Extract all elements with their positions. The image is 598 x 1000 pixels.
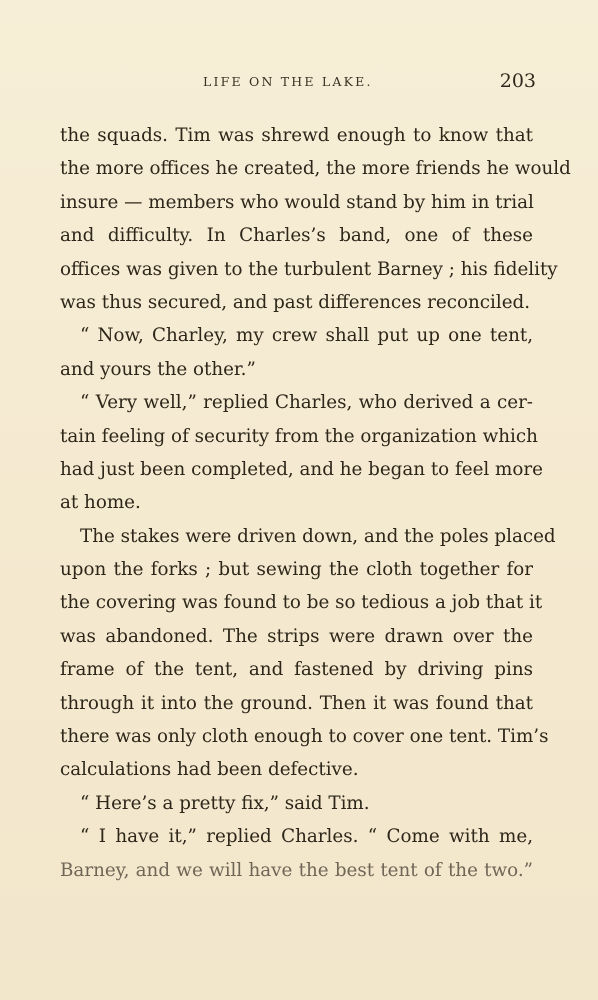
page-body (60, 119, 571, 887)
text-line: insure — members who would stand by him in trial (60, 191, 534, 213)
text-line: “ Very well,” replied Charles, who derived a cer- (80, 392, 533, 414)
text-line: the covering was found to be so tedious a job that it (60, 592, 543, 614)
text-line: there was only cloth enough to cover one tent. Tim’s (60, 726, 549, 748)
text-line: was abandoned. The strips were drawn over the (60, 625, 533, 647)
text-line: “ Here’s a pretty fix,” said Tim. (80, 792, 370, 814)
text-line: and yours the other.” (60, 358, 256, 380)
text-line: “ Now, Charley, my crew shall put up one tent, (80, 325, 533, 347)
text-line: frame of the tent, and fastened by driving pins (60, 659, 533, 681)
text-line: upon the forks ; but sewing the cloth together for (60, 559, 533, 581)
running-head: LIFE ON THE LAKE. (203, 74, 373, 89)
text-line: offices was given to the turbulent Barney ; his fidelity (60, 258, 558, 280)
page-header (0, 70, 598, 98)
text-line: Barney, and we will have the best tent of the two.” (60, 859, 533, 881)
text-line: the more offices he created, the more friends he would (60, 158, 571, 180)
text-line: tain feeling of security from the organization which (60, 425, 538, 447)
text-line: calculations had been defective. (60, 759, 359, 781)
text-line: “ I have it,” replied Charles. “ Come with me, (80, 826, 533, 848)
text-line: was thus secured, and past differences reconciled. (60, 291, 531, 313)
text-line: through it into the ground. Then it was found that (60, 692, 533, 714)
text-line: The stakes were driven down, and the poles placed (80, 525, 556, 547)
page-number: 203 (499, 70, 536, 92)
text-line: and difficulty. In Charles’s band, one of these (60, 225, 533, 247)
text-line: the squads. Tim was shrewd enough to know that (60, 125, 533, 146)
text-line: at home. (60, 492, 141, 514)
text-line: had just been completed, and he began to feel more (60, 458, 543, 480)
